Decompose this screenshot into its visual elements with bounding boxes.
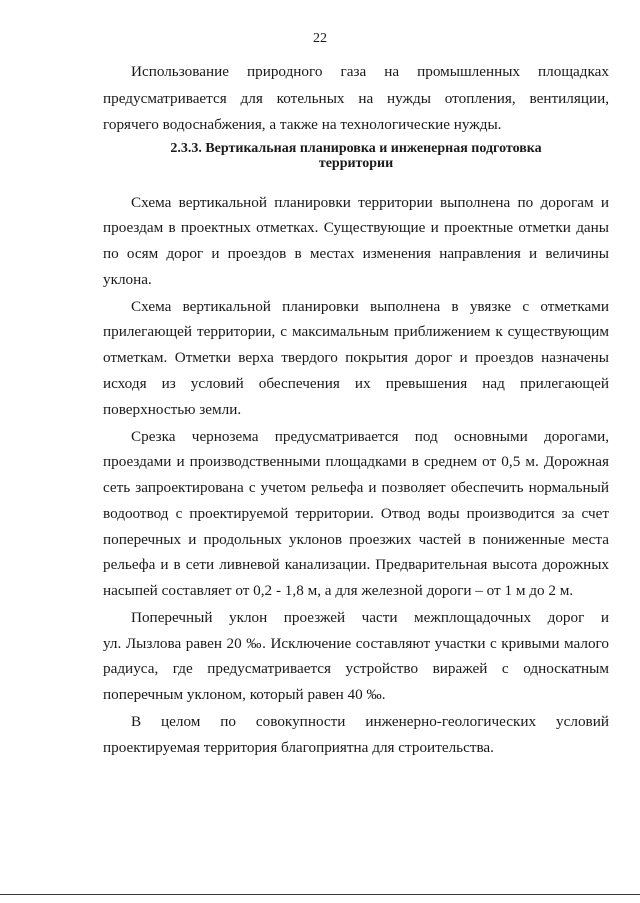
text-line: уклона.: [103, 271, 152, 288]
text-line: проездам в проектных отметках. Существующие и проектные отметки даны: [103, 219, 609, 236]
text-line: ул. Лызлова равен 20 ‰. Исключение составляют участки с кривыми малого: [103, 635, 609, 652]
text-line: поверхностью земли.: [103, 401, 242, 418]
text-line: Схема вертикальной планировки территории выполнена по дорогам и: [131, 194, 609, 211]
text-line: по осям дорог и проездов в местах изменения направления и величины: [103, 245, 609, 262]
text-line: Использование природного газа на промышленных площадках: [131, 63, 609, 80]
text-line: насыпей составляет от 0,2 - 1,8 м, а для железной дороги – от 1 м до 2 м.: [103, 582, 574, 599]
text-line: исходя из условий обеспечения их превышения над прилегающей: [103, 375, 609, 392]
text-line: Схема вертикальной планировки выполнена в увязке с отметками: [131, 298, 609, 315]
text-line: отметкам. Отметки верха твердого покрытия дорог и проездов назначены: [103, 349, 609, 366]
text-line: поперечным уклоном, который равен 40 ‰.: [103, 686, 386, 703]
section-heading-line: территории: [318, 156, 394, 171]
text-line: прилегающей территории, с максимальным приближением к существующим: [103, 323, 609, 340]
text-line: поперечных и продольных уклонов проезжих частей в пониженные места: [103, 531, 609, 548]
text-line: радиуса, где предусматривается устройство виражей с односкатным: [103, 660, 609, 677]
page-bottom-rule: [0, 894, 640, 895]
section-heading: [103, 141, 609, 171]
text-line: водоотвод с проектируемой территории. Отвод воды производится за счет: [103, 505, 609, 522]
text-line: сеть запроектирована с учетом рельефа и позволяет обеспечить нормальный: [103, 479, 609, 496]
text-line: Срезка чернозема предусматривается под основными дорогами,: [131, 428, 609, 445]
text-line: предусматривается для котельных на нужды отопления, вентиляции,: [103, 90, 609, 107]
text-line: Поперечный уклон проезжей части межплощадочных дорог и: [131, 609, 609, 626]
text-line: В целом по совокупности инженерно-геологических условий: [131, 713, 609, 730]
text-line: проектируемая территория благоприятна для строительства.: [103, 739, 494, 756]
text-line: рельефа и в сети ливневой канализации. Предварительная высота дорожных: [103, 556, 609, 573]
text-line: горячего водоснабжения, а также на технологические нужды.: [103, 116, 502, 133]
page-number: 22: [313, 31, 327, 46]
section-heading-line: 2.3.3. Вертикальная планировка и инженерная подготовка: [170, 141, 542, 156]
text-line: проездами и производственными площадками в среднем от 0,5 м. Дорожная: [103, 453, 609, 470]
